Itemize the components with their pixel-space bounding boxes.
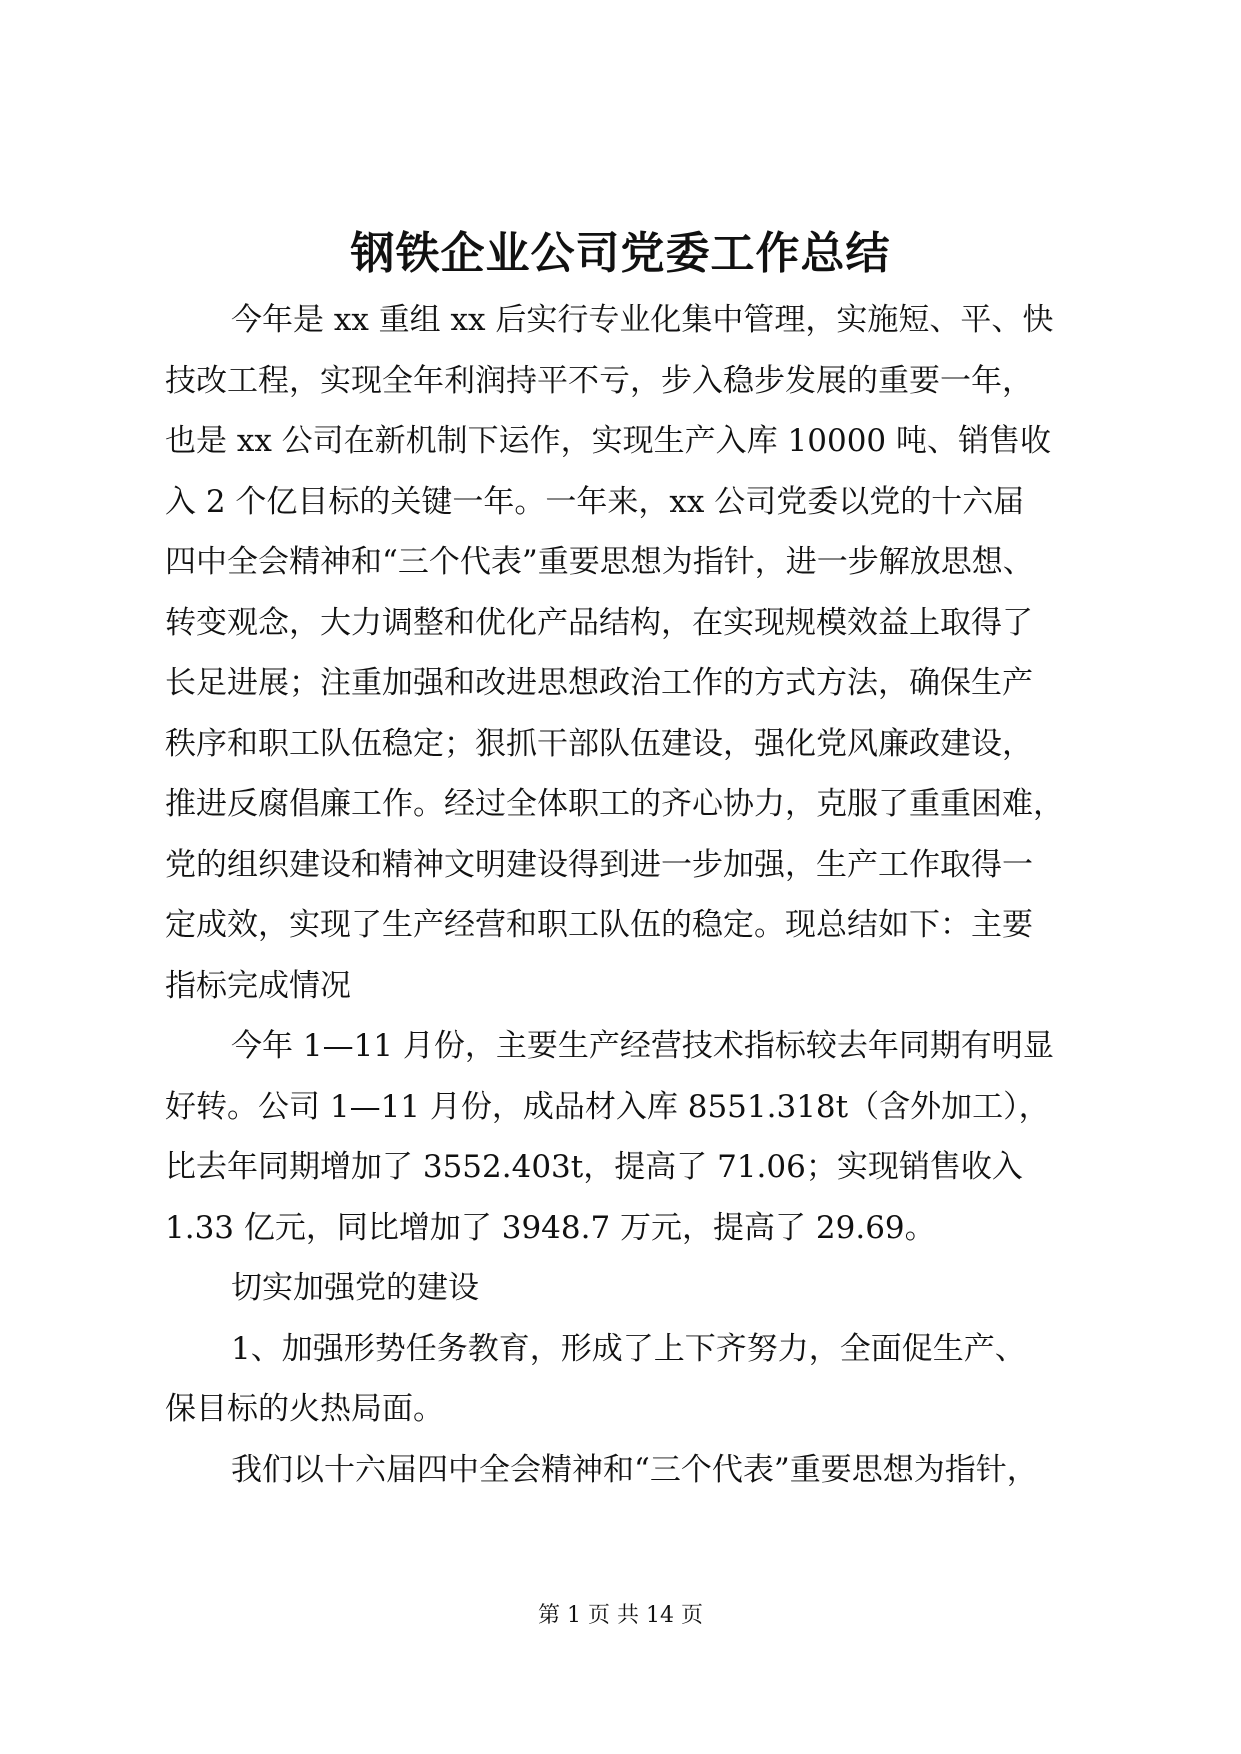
page-footer: 第 1 页 共 14 页 bbox=[538, 1603, 703, 1628]
text-line: 1.33 亿元，同比增加了 3948.7 万元，提高了 29.69。 bbox=[165, 1209, 936, 1246]
text-line: 推进反腐倡廉工作。经过全体职工的齐心协力，克服了重重困难， bbox=[165, 786, 1064, 822]
text-line: 保目标的火热局面。 bbox=[165, 1391, 444, 1427]
section-heading: 切实加强党的建设 bbox=[231, 1270, 479, 1306]
text-line: 指标完成情况 bbox=[165, 967, 351, 1004]
text-line: 今年 1—11 月份，主要生产经营技术指标较去年同期有明显 bbox=[231, 1028, 1054, 1064]
text-line: 长足进展；注重加强和改进思想政治工作的方式方法，确保生产 bbox=[165, 665, 1033, 701]
text-line: 转变观念，大力调整和优化产品结构，在实现规模效益上取得了 bbox=[165, 604, 1033, 641]
text-line: 1、加强形势任务教育，形成了上下齐努力，全面促生产、 bbox=[231, 1330, 1026, 1367]
text-line: 秩序和职工队伍稳定；狠抓干部队伍建设，强化党风廉政建设， bbox=[165, 725, 1033, 762]
document-title: 钢铁企业公司党委工作总结 bbox=[350, 228, 891, 279]
text-line: 好转。公司 1—11 月份，成品材入库 8551.318t（含外加工）， bbox=[165, 1088, 1050, 1125]
text-line: 定成效，实现了生产经营和职工队伍的稳定。现总结如下：主要 bbox=[165, 907, 1033, 943]
text-line: 我们以十六届四中全会精神和“三个代表”重要思想为指针， bbox=[231, 1451, 1038, 1488]
text-line: 今年是 xx 重组 xx 后实行专业化集中管理，实施短、平、快 bbox=[231, 302, 1054, 338]
document-body bbox=[165, 290, 1085, 1500]
text-line: 党的组织建设和精神文明建设得到进一步加强，生产工作取得一 bbox=[165, 846, 1033, 883]
text-line: 技改工程，实现全年利润持平不亏，步入稳步发展的重要一年， bbox=[165, 362, 1033, 399]
text-line: 入 2 个亿目标的关键一年。一年来，xx 公司党委以党的十六届 bbox=[165, 483, 1025, 520]
text-line: 四中全会精神和“三个代表”重要思想为指针，进一步解放思想、 bbox=[165, 544, 1034, 580]
text-line: 比去年同期增加了 3552.403t，提高了 71.06；实现销售收入 bbox=[165, 1149, 1023, 1185]
text-line: 也是 xx 公司在新机制下运作，实现生产入库 10000 吨、销售收 bbox=[165, 423, 1051, 459]
